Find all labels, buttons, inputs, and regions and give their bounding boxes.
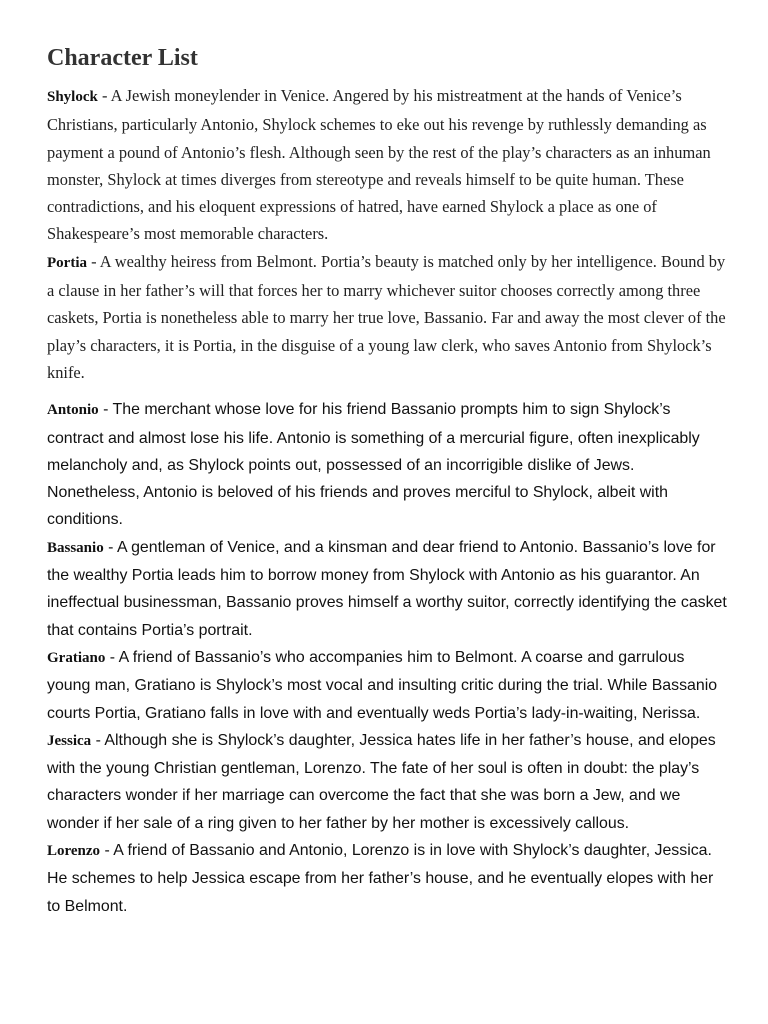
character-description: - A Jewish moneylender in Venice. Angered by his mistreatment at the hands of Venice’s Christians, particularly Antonio, Shylock schemes to eke out his revenge by ruthlessly demanding as payment a pound of Antonio’s flesh. Although seen by the rest of the play’s characters as an inhuman monster, Shylock at times diverges from stereotype and reveals himself to be quite human. These contradictions, and his eloquent expressions of hatred, have earned Shylock a place as one of Shakespeare’s most memorable characters. bbox=[47, 86, 711, 244]
character-name: Gratiano bbox=[47, 649, 106, 666]
character-name: Portia bbox=[47, 254, 87, 271]
character-description: - A wealthy heiress from Belmont. Portia’s beauty is matched only by her intelligence. Bound by a clause in her father’s will that forces her to marry whichever suitor chooses correctly among three caskets, Portia is nonetheless able to marry her true love, Bassanio. Far and away the most clever of the play’s characters, it is Portia, in the disguise of a young law clerk, who saves Antonio from Shylock’s knife. bbox=[47, 251, 726, 382]
page-title: Character List bbox=[47, 45, 198, 71]
character-description: - A gentleman of Venice, and a kinsman and dear friend to Antonio. Bassanio’s love for the wealthy Portia leads him to borrow money from Shylock with Antonio as his guarantor. An ineffectual businessman, Bassanio proves himself a worthy suitor, correctly identifying the casket that contains Portia’s portrait. bbox=[47, 538, 727, 639]
character-entry-shylock bbox=[47, 82, 727, 248]
character-description: - Although she is Shylock’s daughter, Jessica hates life in her father’s house, and elopes with the young Christian gentleman, Lorenzo. The fate of her soul is often in doubt: the play’s characters wonder if her marriage can overcome the fact that she was born a Jew, and we wonder if her sale of a ring given to her father by her mother is excessively callous. bbox=[47, 731, 716, 832]
character-description: - A friend of Bassanio and Antonio, Lorenzo is in love with Shylock’s daughter, Jessica. He schemes to help Jessica escape from her father’s house, and he eventually elopes with her to Belmont. bbox=[47, 842, 714, 915]
character-name: Antonio bbox=[47, 402, 99, 419]
character-entry-antonio bbox=[47, 396, 727, 533]
section-gap bbox=[47, 386, 727, 396]
character-name: Bassanio bbox=[47, 539, 104, 556]
character-name: Shylock bbox=[47, 89, 98, 105]
character-entry-bassanio bbox=[47, 534, 727, 644]
character-name: Jessica bbox=[47, 732, 92, 749]
character-description: - A friend of Bassanio’s who accompanies him to Belmont. A coarse and garrulous young man, Gratiano is Shylock’s most vocal and insulting critic during the trial. While Bassanio courts Portia, Gratiano falls in love with and eventually weds Portia’s lady-in-waiting, Nerissa. bbox=[47, 648, 718, 722]
character-entry-portia bbox=[47, 248, 727, 386]
character-entry-lorenzo bbox=[47, 837, 727, 920]
character-entry-gratiano bbox=[47, 644, 727, 727]
document-page bbox=[47, 42, 727, 920]
character-entry-jessica bbox=[47, 727, 727, 837]
character-name: Lorenzo bbox=[47, 843, 101, 860]
character-description: - The merchant whose love for his friend Bassanio prompts him to sign Shylock’s contract and almost lose his life. Antonio is something of a mercurial figure, often inexplicably melancholy and, as Shylock points out, possessed of an incorrigible dislike of Jews. Nonetheless, Antonio is beloved of his friends and proves merciful to Shylock, albeit with conditions. bbox=[47, 401, 700, 529]
